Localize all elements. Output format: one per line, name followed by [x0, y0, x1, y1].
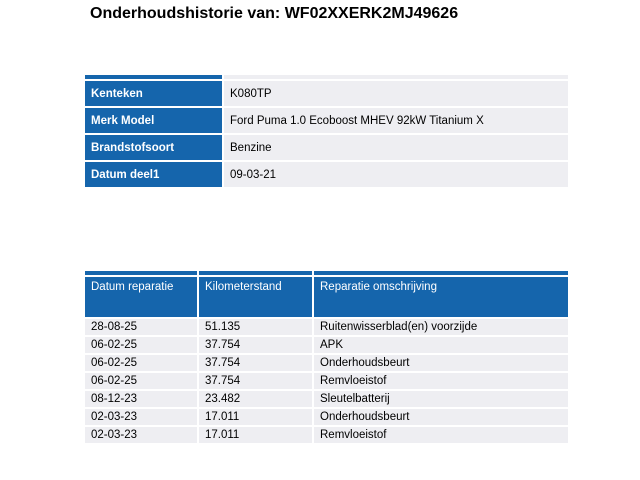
vehicle-info-row: [85, 108, 568, 133]
maintenance-history-header-row: [85, 277, 568, 317]
cell-datum-reparatie: 02-03-23: [85, 409, 197, 425]
vehicle-info-value: 09-03-21: [224, 162, 568, 187]
cell-datum-reparatie: 06-02-25: [85, 373, 197, 389]
maintenance-history-row: [85, 319, 568, 335]
vehicle-info-label: Kenteken: [85, 81, 222, 106]
cell-reparatie-omschrijving: Onderhoudsbeurt: [314, 409, 568, 425]
cell-reparatie-omschrijving: Remvloeistof: [314, 373, 568, 389]
cell-datum-reparatie: 08-12-23: [85, 391, 197, 407]
vehicle-info-top-strip-value-segment: [224, 75, 568, 79]
column-header-reparatie-omschrijving: Reparatie omschrijving: [314, 277, 568, 317]
cell-datum-reparatie: 28-08-25: [85, 319, 197, 335]
maintenance-history-top-strip-segment: [314, 271, 568, 275]
maintenance-history-row: [85, 391, 568, 407]
column-header-datum-reparatie: Datum reparatie: [85, 277, 197, 317]
maintenance-history-row: [85, 409, 568, 425]
vehicle-info-row: [85, 81, 568, 106]
cell-reparatie-omschrijving: Ruitenwisserblad(en) voorzijde: [314, 319, 568, 335]
vehicle-info-label: Brandstofsoort: [85, 135, 222, 160]
cell-datum-reparatie: 02-03-23: [85, 427, 197, 443]
cell-datum-reparatie: 06-02-25: [85, 355, 197, 371]
cell-kilometerstand: 17.011: [199, 427, 312, 443]
maintenance-history-top-strip-segment: [199, 271, 312, 275]
vehicle-info-top-strip: [85, 75, 568, 79]
cell-datum-reparatie: 06-02-25: [85, 337, 197, 353]
vehicle-info-rows: [85, 81, 568, 187]
maintenance-history-row: [85, 355, 568, 371]
vehicle-info-label: Datum deel1: [85, 162, 222, 187]
vehicle-info-label: Merk Model: [85, 108, 222, 133]
vehicle-info-row: [85, 162, 568, 187]
cell-reparatie-omschrijving: Remvloeistof: [314, 427, 568, 443]
cell-kilometerstand: 51.135: [199, 319, 312, 335]
cell-reparatie-omschrijving: APK: [314, 337, 568, 353]
cell-reparatie-omschrijving: Onderhoudsbeurt: [314, 355, 568, 371]
maintenance-history-row: [85, 427, 568, 443]
maintenance-history-rows: [85, 319, 568, 443]
maintenance-history-top-strip-segment: [85, 271, 197, 275]
page-title: Onderhoudshistorie van: WF02XXERK2MJ49626: [90, 5, 459, 22]
cell-kilometerstand: 37.754: [199, 337, 312, 353]
vehicle-info-top-strip-label-segment: [85, 75, 222, 79]
maintenance-history-row: [85, 373, 568, 389]
cell-reparatie-omschrijving: Sleutelbatterij: [314, 391, 568, 407]
vehicle-info-row: [85, 135, 568, 160]
maintenance-history-table: [85, 271, 568, 445]
vehicle-info-value: Benzine: [224, 135, 568, 160]
maintenance-history-top-strip: [85, 271, 568, 275]
cell-kilometerstand: 17.011: [199, 409, 312, 425]
cell-kilometerstand: 23.482: [199, 391, 312, 407]
vehicle-info-value: Ford Puma 1.0 Ecoboost MHEV 92kW Titanium X: [224, 108, 568, 133]
maintenance-history-row: [85, 337, 568, 353]
column-header-kilometerstand: Kilometerstand: [199, 277, 312, 317]
vehicle-info-table: [85, 75, 568, 189]
cell-kilometerstand: 37.754: [199, 355, 312, 371]
cell-kilometerstand: 37.754: [199, 373, 312, 389]
vehicle-info-value: K080TP: [224, 81, 568, 106]
